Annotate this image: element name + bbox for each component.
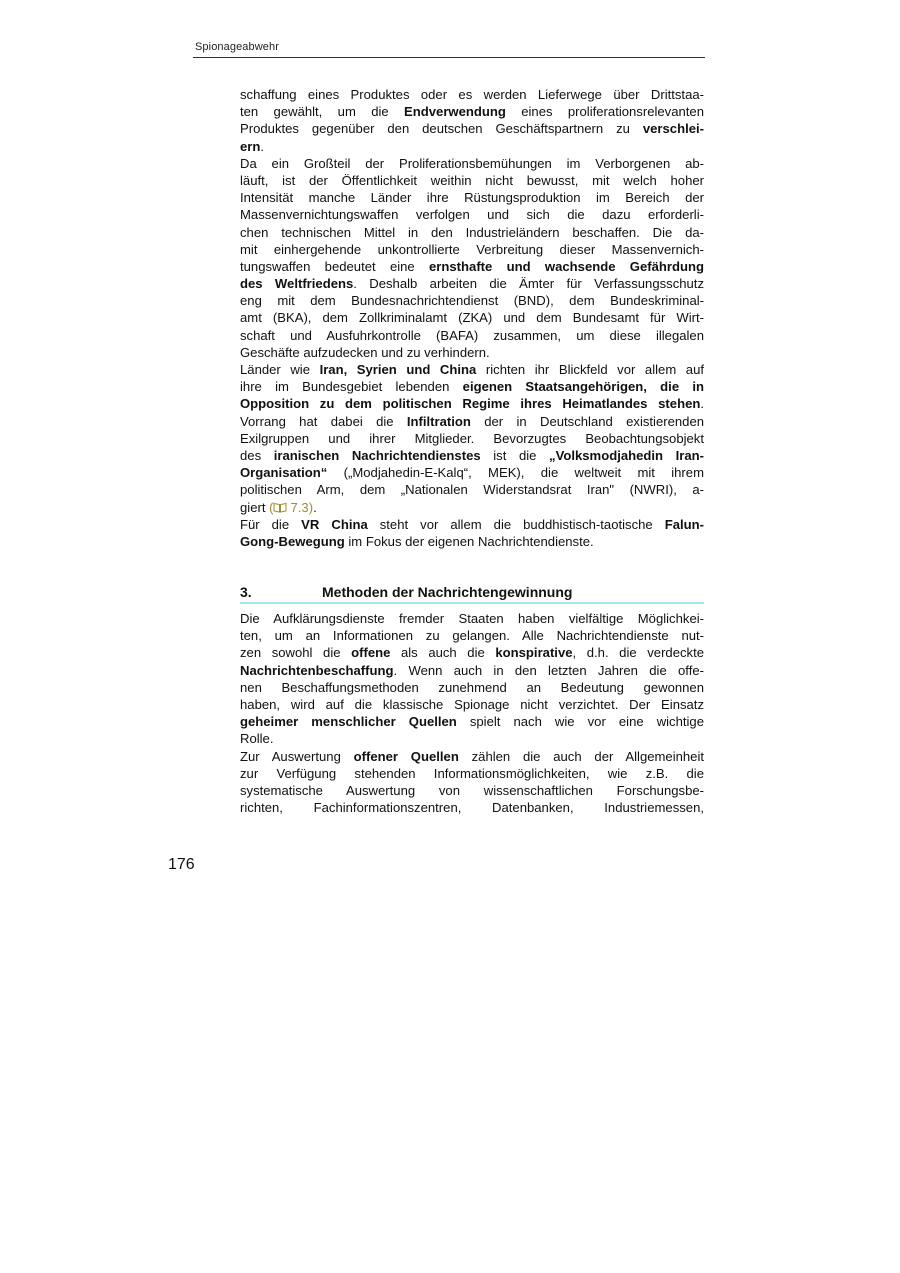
text-line: ern.: [240, 138, 265, 154]
page-number: 176: [168, 856, 195, 873]
bold-term: Organisation“: [240, 465, 328, 481]
text-line: Organisation“ („Modjahedin-E-Kalq“, MEK), die weltweit mit ihrem: [240, 465, 704, 481]
text-line: Opposition zu dem politischen Regime ihres Heimatlandes stehen.: [240, 396, 704, 412]
text-line: richten, Fachinformationszentren, Datenbanken, Industriemessen,: [240, 800, 704, 816]
text-line: Die Aufklärungsdienste fremder Staaten haben vielfältige Möglichkei-: [240, 611, 704, 626]
section-number: 3.: [240, 584, 252, 600]
bold-term: verschlei-: [642, 121, 704, 137]
bold-term: offener Quellen: [353, 748, 459, 764]
text-line: zur Verfügung stehenden Informationsmöglichkeiten, wie z.B. die: [240, 765, 704, 781]
text-line: nen Beschaffungsmethoden zunehmend an Bedeutung gewonnen: [240, 679, 704, 695]
bold-term: Opposition zu dem politischen Regime ihres Heimatlandes stehen: [240, 396, 701, 412]
text-line: Rolle.: [240, 731, 274, 747]
body-text-block-2: [240, 610, 704, 816]
text-line: ihre im Bundesgebiet lebenden eigenen Staatsangehörigen, die in: [240, 379, 704, 395]
text-line: haben, wird auf die klassische Spionage nicht verzichtet. Der Einsatz: [240, 696, 704, 712]
bold-term: ernsthafte und wachsende Gefährdung: [429, 258, 705, 274]
text-line: Produktes gegenüber den deutschen Geschäftspartnern zu verschlei-: [240, 121, 704, 137]
section-title: Methoden der Nachrichtengewinnung: [322, 584, 573, 600]
bold-term: ern: [240, 138, 261, 154]
section-heading: [240, 582, 704, 602]
text-line: Intensität manche Länder ihre Rüstungsproduktion im Bereich der: [240, 190, 704, 206]
text-line: ten, um an Informationen zu gelangen. Alle Nachrichtendienste nut-: [240, 628, 704, 644]
bold-term: iranischen Nachrichtendienstes: [273, 447, 481, 463]
text-line: tungswaffen bedeutet eine ernsthafte und wachsende Gefährdung: [240, 258, 705, 274]
text-line: systematische Auswertung von wissenschaftlichen Forschungsbe-: [240, 782, 704, 798]
cross-reference-label: 7.3: [290, 499, 309, 515]
text-line: chen technischen Mittel in den Industrieländern beschaffen. Die da-: [240, 224, 704, 240]
text-line: giert ( 7.3).: [240, 499, 317, 515]
header-rule: [193, 57, 705, 58]
bold-term: Gong-Bewegung: [240, 533, 345, 549]
bold-term: eigenen Staatsangehörigen, die in: [462, 379, 704, 395]
text-line: politischen Arm, dem „Nationalen Widerstandsrat Iran" (NWRI), a-: [240, 482, 704, 498]
bold-term: „Volksmodjahedin Iran-: [549, 447, 705, 463]
bold-term: Infiltration: [406, 413, 471, 429]
text-line: Da ein Großteil der Proliferationsbemühungen im Verborgenen ab-: [240, 155, 704, 171]
bold-term: offene: [351, 645, 391, 661]
text-line: des iranischen Nachrichtendienstes ist die „Volksmodjahedin Iran-: [240, 447, 705, 463]
text-line: eng mit dem Bundesnachrichtendienst (BND), dem Bundeskriminal-: [240, 293, 704, 309]
bold-term: Nachrichtenbeschaffung: [240, 662, 394, 678]
text-line: Geschäfte aufzudecken und zu verhindern.: [240, 344, 490, 360]
book-icon: [273, 502, 287, 513]
text-line: mit einhergehende unkontrollierte Verbreitung dieser Massenvernich-: [240, 241, 704, 257]
bold-term: konspirative: [495, 645, 573, 661]
text-line: Gong-Bewegung im Fokus der eigenen Nachrichtendienste.: [240, 533, 594, 549]
text-line: Vorrang hat dabei die Infiltration der in Deutschland existierenden: [240, 413, 705, 429]
section-underline: [240, 602, 704, 604]
text-line: schaft und Ausfuhrkontrolle (BAFA) zusammen, um diese illegalen: [240, 327, 704, 343]
text-line: des Weltfriedens. Deshalb arbeiten die Ämter für Verfassungsschutz: [240, 276, 704, 292]
bold-term: Iran, Syrien und China: [319, 362, 477, 377]
text-line: läuft, ist der Öffentlichkeit weithin nicht bewusst, mit welch hoher: [240, 172, 704, 188]
text-line: Nachrichtenbeschaffung. Wenn auch in den letzten Jahren die offe-: [240, 662, 704, 678]
text-line: geheimer menschlicher Quellen spielt nach wie vor eine wichtige: [240, 714, 704, 730]
text-line: amt (BKA), dem Zollkriminalamt (ZKA) und dem Bundesamt für Wirt-: [240, 310, 704, 326]
bold-term: Endverwendung: [404, 104, 506, 120]
text-line: ten gewählt, um die Endverwendung eines proliferationsrelevanten: [240, 104, 704, 120]
bold-term: Falun-: [664, 516, 704, 532]
text-line: Zur Auswertung offener Quellen zählen die auch der Allgemeinheit: [240, 748, 704, 764]
body-text-block-1: [240, 86, 704, 550]
text-line: zen sowohl die offene als auch die konspirative, d.h. die verdeckte: [240, 645, 705, 661]
running-header: Spionageabwehr: [195, 41, 279, 53]
text-line: Massenvernichtungswaffen verfolgen und sich die dazu erforderli-: [240, 207, 704, 223]
text-line: Für die VR China steht vor allem die buddhistisch-taotische Falun-: [240, 516, 704, 532]
text-line: schaffung eines Produktes oder es werden Lieferwege über Drittstaa-: [240, 87, 704, 102]
bold-term: geheimer menschlicher Quellen: [240, 714, 457, 730]
cross-reference-link[interactable]: ( 7.3): [269, 499, 314, 515]
bold-term: des Weltfriedens: [240, 276, 354, 292]
text-line: Länder wie Iran, Syrien und China richten ihr Blickfeld vor allem auf: [240, 362, 704, 377]
bold-term: VR China: [301, 516, 368, 532]
text-line: Exilgruppen und ihrer Mitglieder. Bevorzugtes Beobachtungsobjekt: [240, 430, 704, 446]
